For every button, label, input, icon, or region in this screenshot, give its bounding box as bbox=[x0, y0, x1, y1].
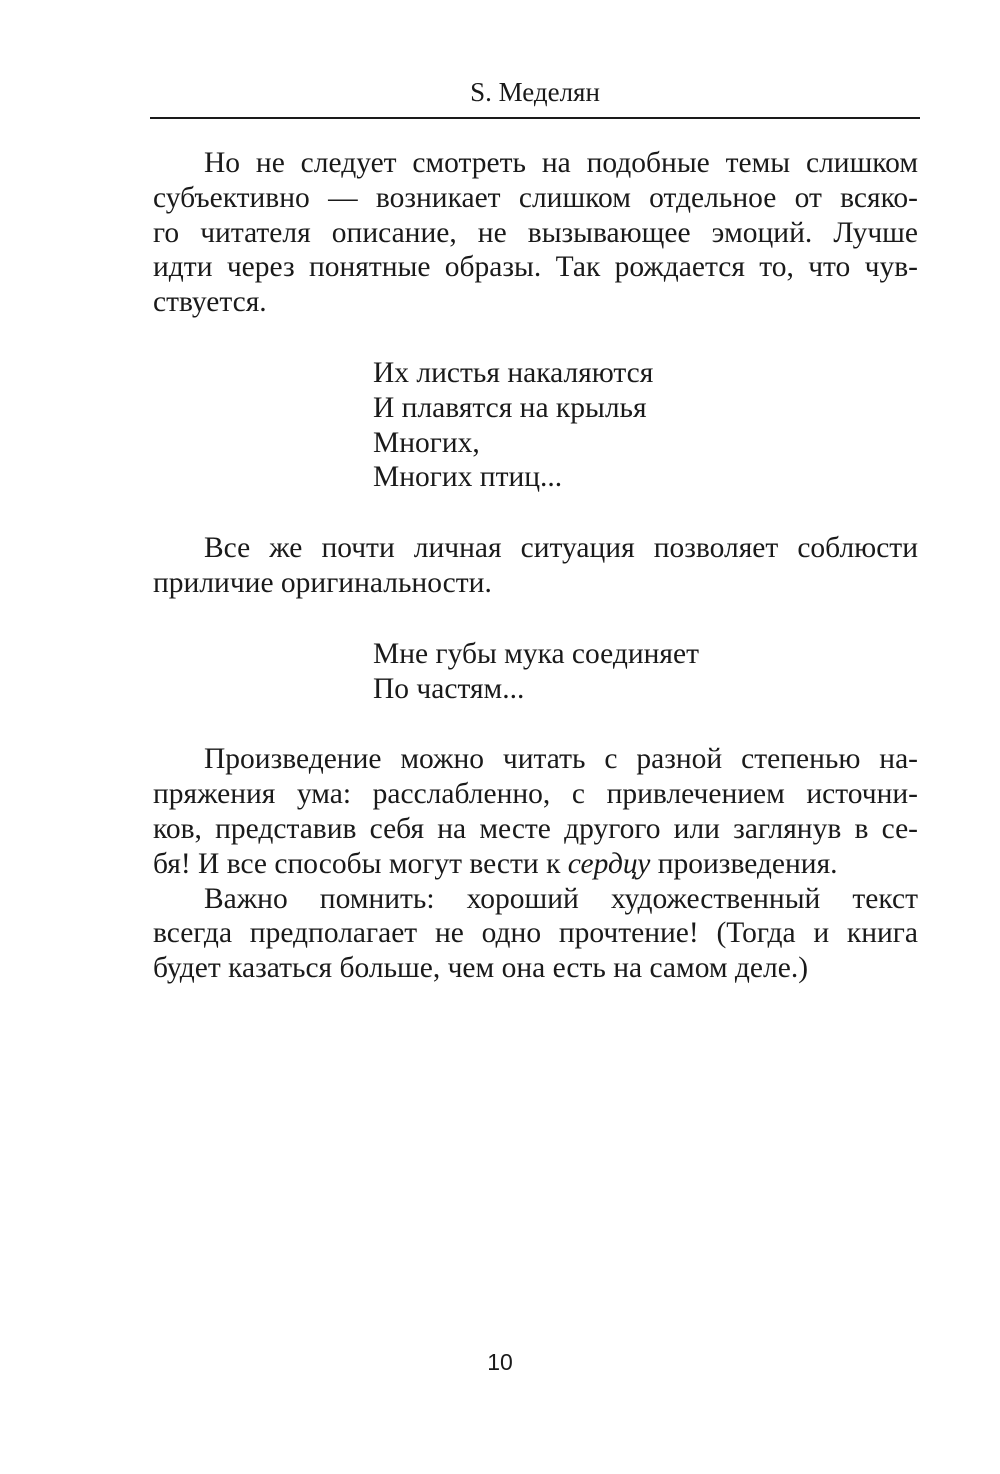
text-column bbox=[153, 146, 918, 986]
text-line: ков, представив себя на месте другого или заглянув в се- bbox=[153, 812, 918, 845]
text-line: идти через понятные образы. Так рождается то, что чув- bbox=[153, 251, 918, 284]
text-line: ствуется. bbox=[153, 286, 267, 319]
verse-2 bbox=[153, 637, 918, 707]
text-line: всегда предполагает не одно прочтение! (Тогда и книга bbox=[153, 917, 918, 950]
verse-line: Мне губы мука соединяет bbox=[373, 637, 699, 670]
text-line: пряжения ума: расслабленно, с привлечением источни- bbox=[153, 778, 918, 811]
emphasized-word: сердцу bbox=[567, 847, 651, 880]
spacer bbox=[153, 495, 918, 531]
page-number: 10 bbox=[487, 1349, 513, 1375]
text-line: Все же почти личная ситуация позволяет соблюсти bbox=[204, 532, 918, 565]
text-line: Но не следует смотреть на подобные темы слишком bbox=[204, 147, 918, 179]
paragraph-3 bbox=[153, 742, 918, 881]
text-line: субъективно — возникает слишком отдельное от всяко- bbox=[153, 181, 918, 214]
verse-line: Многих, bbox=[373, 426, 480, 459]
text-line: приличие оригинальности. bbox=[153, 566, 492, 599]
paragraph-4 bbox=[153, 882, 918, 986]
verse-line: И плавятся на крылья bbox=[373, 391, 647, 424]
text-line: го читателя описание, не вызывающее эмоций. Лучше bbox=[153, 216, 918, 249]
verse-1 bbox=[153, 356, 918, 495]
text-run: бя! И все способы могут вести к bbox=[153, 847, 568, 880]
header-rule bbox=[150, 117, 920, 119]
text-line: будет казаться больше, чем она есть на самом деле.) bbox=[153, 952, 809, 985]
text-line: Произведение можно читать с разной степенью на- bbox=[204, 743, 918, 776]
spacer bbox=[153, 601, 918, 637]
paragraph-2 bbox=[153, 531, 918, 601]
verse-line: Многих птиц... bbox=[373, 461, 563, 494]
verse-line: По частям... bbox=[373, 672, 525, 705]
paragraph-1 bbox=[153, 146, 918, 320]
spacer bbox=[153, 320, 918, 356]
verse-line: Их листья накаляются bbox=[373, 356, 654, 389]
text-run: произведения. bbox=[650, 847, 838, 880]
spacer bbox=[153, 706, 918, 742]
text-line bbox=[153, 847, 918, 882]
text-line: Важно помнить: хороший художественный текст bbox=[204, 882, 918, 915]
running-head: S. Меделян bbox=[470, 77, 600, 107]
